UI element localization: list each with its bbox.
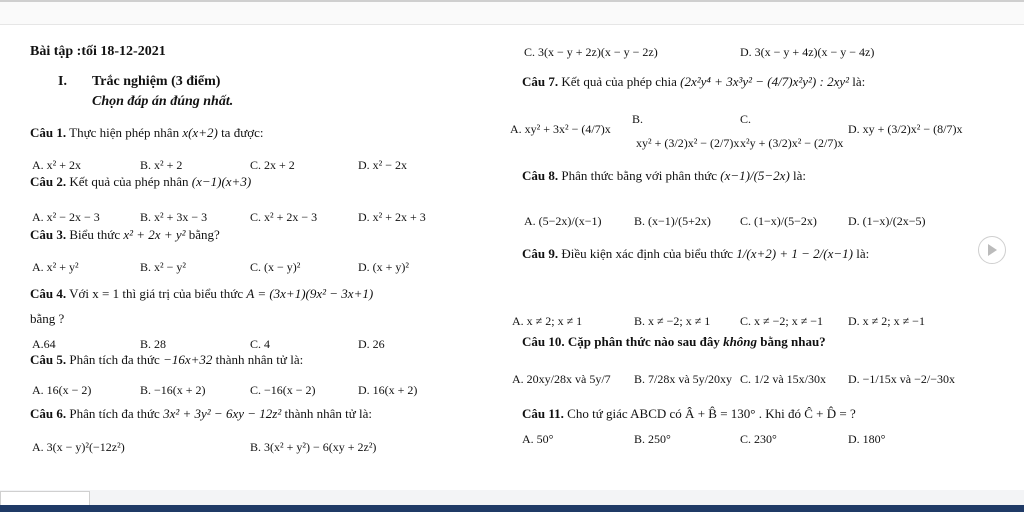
play-button[interactable] (978, 236, 1006, 264)
q10-option-c[interactable]: C. 1/2 và 15x/30x (740, 372, 826, 386)
q4-option-c[interactable]: C. 4 (250, 337, 271, 351)
question-text: Kết quả của phép chia (561, 74, 677, 89)
q6-option-d[interactable]: D. 3(x − y + 4z)(x − y − 4z) (740, 45, 875, 59)
question-text: Phân thức bằng với phân thức (561, 168, 718, 183)
question-tail: bằng? (188, 227, 220, 242)
question-4-tail: bằng ? (30, 311, 65, 326)
q3-option-c[interactable]: C. (x − y)² (250, 260, 301, 274)
section-title: Trắc nghiệm (3 điểm) (92, 74, 221, 89)
q8-option-a[interactable]: A. (5−2x)/(x−1) (524, 214, 602, 228)
q1-option-c[interactable]: C. 2x + 2 (250, 158, 295, 172)
q10-option-d[interactable]: D. −1/15x và −2/−30x (848, 372, 955, 386)
page-title: Bài tập :tối 18-12-2021 (30, 44, 166, 59)
q5-option-a[interactable]: A. 16(x − 2) (32, 383, 92, 397)
q2-option-c[interactable]: C. x² + 2x − 3 (250, 210, 318, 224)
question-label: Câu 1. (30, 125, 67, 140)
play-icon (987, 244, 997, 256)
q7-option-b[interactable]: xy² + (3/2)x² − (2/7)x (636, 136, 740, 150)
q2-option-d[interactable]: D. x² + 2x + 3 (358, 210, 426, 224)
question-expression: (x−1)(x+3) (191, 174, 252, 189)
q5-option-d[interactable]: D. 16(x + 2) (358, 383, 418, 397)
question-label: Câu 7. (522, 74, 559, 89)
question-label: Câu 6. (30, 406, 67, 421)
q7-option-b-letter[interactable]: B. (632, 112, 644, 126)
question-tail: là: (793, 168, 807, 183)
top-divider (0, 0, 1024, 2)
question-expression: x(x+2) (182, 125, 218, 140)
taskbar (0, 505, 1024, 512)
question-text: Cặp phân thức nào sau đây (567, 334, 720, 349)
q2-option-b[interactable]: B. x² + 3x − 3 (140, 210, 208, 224)
question-5 (30, 352, 303, 367)
question-7 (522, 74, 865, 89)
q1-option-d[interactable]: D. x² − 2x (358, 158, 408, 172)
question-text: Phân tích đa thức (69, 352, 160, 367)
question-3 (30, 227, 220, 242)
q9-option-d[interactable]: D. x ≠ 2; x ≠ −1 (848, 314, 925, 328)
question-expression: 1/(x+2) + 1 − 2/(x−1) (736, 246, 853, 261)
q1-option-b[interactable]: B. x² + 2 (140, 158, 183, 172)
q5-option-c[interactable]: C. −16(x − 2) (250, 383, 316, 397)
question-label: Câu 3. (30, 227, 67, 242)
question-6 (30, 406, 372, 421)
q9-option-b[interactable]: B. x ≠ −2; x ≠ 1 (634, 314, 711, 328)
question-1 (30, 125, 264, 140)
q7-option-c[interactable]: x²y + (3/2)x² − (2/7)x (740, 136, 844, 150)
question-expression: −16x+32 (163, 352, 213, 367)
question-label: Câu 10. (522, 334, 565, 349)
question-label: Câu 9. (522, 246, 559, 261)
q11-option-b[interactable]: B. 250° (634, 432, 671, 446)
question-label: Câu 11. (522, 406, 564, 421)
question-text: Phân tích đa thức (69, 406, 160, 421)
question-10 (522, 334, 826, 349)
q5-option-b[interactable]: B. −16(x + 2) (140, 383, 206, 397)
question-tail: là: (856, 246, 870, 261)
question-tail: thành nhân tử là: (284, 406, 373, 421)
q6-option-b[interactable]: B. 3(x² + y²) − 6(xy + 2z²) (250, 440, 377, 454)
question-label: Câu 2. (30, 174, 67, 189)
q4-option-b[interactable]: B. 28 (140, 337, 167, 351)
question-text: Với x = 1 thì giá trị của biểu thức (69, 286, 244, 301)
q3-option-b[interactable]: B. x² − y² (140, 260, 186, 274)
q11-option-a[interactable]: A. 50° (522, 432, 554, 446)
q8-option-c[interactable]: C. (1−x)/(5−2x) (740, 214, 817, 228)
q7-option-c-letter[interactable]: C. (740, 112, 752, 126)
question-tail: ta được: (221, 125, 264, 140)
q4-option-a[interactable]: A.64 (32, 337, 56, 351)
q10-option-b[interactable]: B. 7/28x và 5y/20xy (634, 372, 732, 386)
q7-option-a[interactable]: A. xy² + 3x² − (4/7)x (510, 122, 611, 136)
q4-option-d[interactable]: D. 26 (358, 337, 385, 351)
q3-option-a[interactable]: A. x² + y² (32, 260, 79, 274)
q11-option-c[interactable]: C. 230° (740, 432, 777, 446)
q3-option-d[interactable]: D. (x + y)² (358, 260, 410, 274)
question-expression: (x−1)/(5−2x) (720, 168, 790, 183)
question-label: Câu 4. (30, 286, 67, 301)
section-number: I. (58, 74, 67, 89)
q8-option-b[interactable]: B. (x−1)/(5+2x) (634, 214, 711, 228)
question-expression: A = (3x+1)(9x² − 3x+1) (246, 286, 374, 301)
q10-option-a[interactable]: A. 20xy/28x và 5y/7 (512, 372, 611, 386)
question-label: Câu 5. (30, 352, 67, 367)
question-tail: là: (852, 74, 866, 89)
question-tail: bằng nhau? (760, 334, 826, 349)
question-4 (30, 286, 373, 301)
question-expression: 3x² + 3y² − 6xy − 12z² (163, 406, 282, 421)
question-tail: . Khi đó Ĉ + D̂ = ? (758, 406, 856, 421)
q8-option-d[interactable]: D. (1−x)/(2x−5) (848, 214, 926, 228)
question-11 (522, 406, 856, 421)
question-text: Biểu thức (69, 227, 121, 242)
q1-option-a[interactable]: A. x² + 2x (32, 158, 82, 172)
q9-option-a[interactable]: A. x ≠ 2; x ≠ 1 (512, 314, 583, 328)
question-8 (522, 168, 806, 183)
q6-option-a[interactable]: A. 3(x − y)²(−12z²) (32, 440, 125, 454)
question-9 (522, 246, 869, 261)
question-tail: thành nhân tử là: (215, 352, 304, 367)
question-text: Cho tứ giác ABCD có Â + B̂ = 130° (567, 406, 756, 421)
question-text: Thực hiện phép nhân (69, 125, 180, 140)
q6-option-c[interactable]: C. 3(x − y + 2z)(x − y − 2z) (524, 45, 658, 59)
question-expression: (2x²y⁴ + 3x³y² − (4/7)x²y²) : 2xy² (680, 74, 850, 89)
question-expression: x² + 2x + y² (123, 227, 186, 242)
question-text: Kết quả của phép nhân (69, 174, 189, 189)
section-subtitle: Chọn đáp án đúng nhất. (92, 94, 234, 109)
question-emphasis: không (723, 334, 758, 349)
question-label: Câu 8. (522, 168, 559, 183)
q2-option-a[interactable]: A. x² − 2x − 3 (32, 210, 100, 224)
q9-option-c[interactable]: C. x ≠ −2; x ≠ −1 (740, 314, 824, 328)
q11-option-d[interactable]: D. 180° (848, 432, 886, 446)
q7-option-d[interactable]: D. xy + (3/2)x² − (8/7)x (848, 122, 963, 136)
question-2 (30, 174, 251, 189)
top-toolbar (0, 0, 1024, 25)
question-text: Điều kiện xác định của biểu thức (561, 246, 734, 261)
